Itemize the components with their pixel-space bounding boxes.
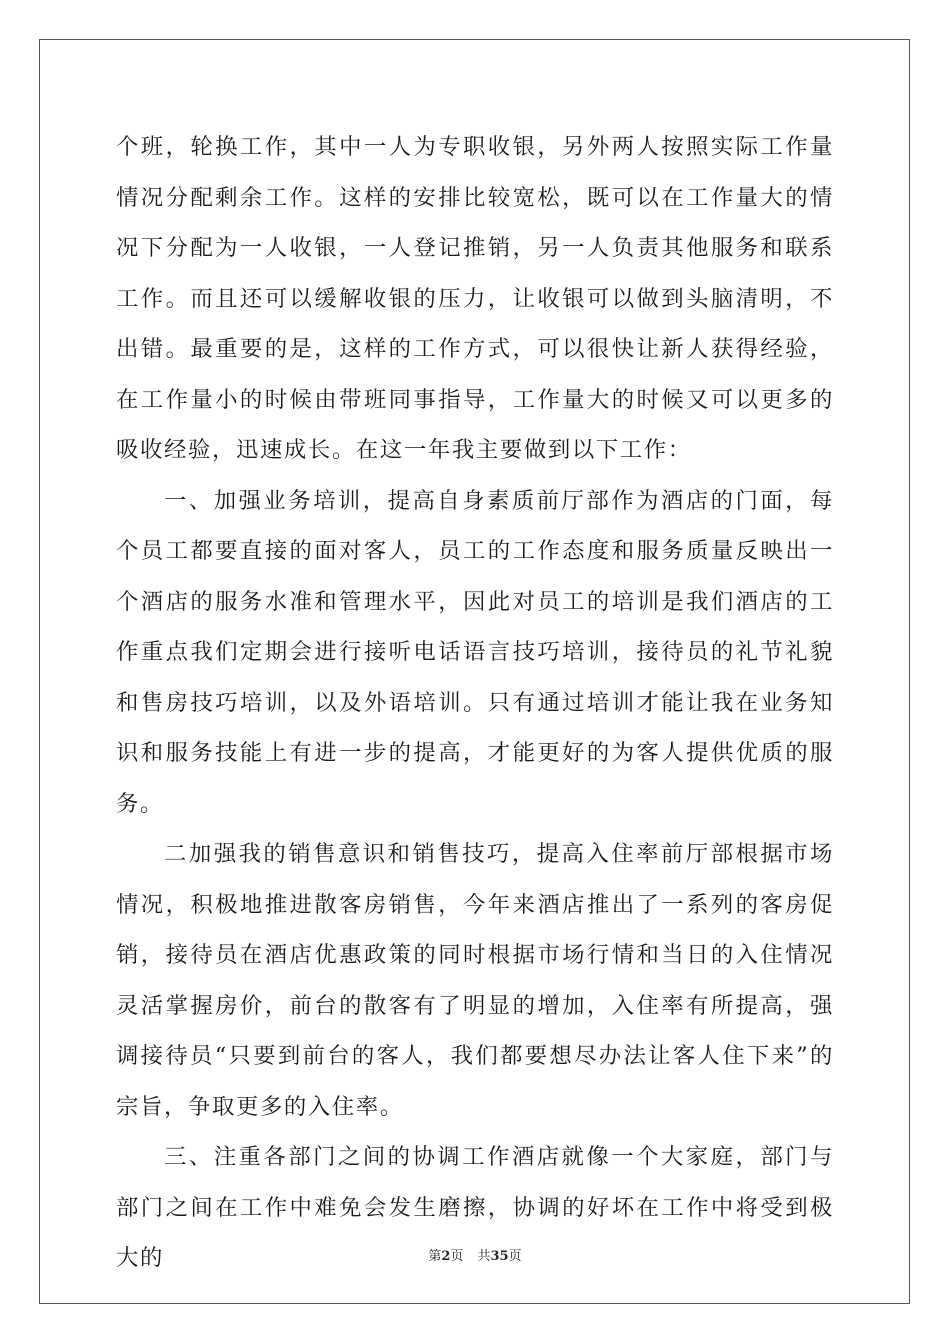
page-footer: [0, 1245, 950, 1264]
total-prefix: 共: [477, 1249, 491, 1264]
paragraph: 个班，轮换工作，其中一人为专职收银，另外两人按照实际工作量情况分配剩余工作。这样的安排比较宽松，既可以在工作量大的情况下分配为一人收银，一人登记推销，另一人负责其他服务和联系工作。而且还可以缓解收银的压力，让收银可以做到头脑清明，不出错。最重要的是，这样的工作方式，可以很快让新人获得经验，在工作量小的时候由带班同事指导，工作量大的时候又可以更多的吸收经验，迅速成长。在这一年我主要做到以下工作：: [116, 134, 834, 463]
total-suffix: 页: [508, 1249, 522, 1264]
paragraph: 三、注重各部门之间的协调工作酒店就像一个大家庭，部门与部门之间在工作中难免会发生磨擦，协调的好坏在工作中将受到极大的: [116, 1144, 834, 1271]
paragraph: 二加强我的销售意识和销售技巧，提高入住率前厅部根据市场情况，积极地推进散客房销售，今年来酒店推出了一系列的客房促销，接待员在酒店优惠政策的同时根据市场行情和当日的入住情况灵活掌握房价，前台的散客有了明显的增加，入住率有所提高，强调接待员“只要到前台的客人，我们都要想尽办法让客人住下来”的宗旨，争取更多的入住率。: [116, 841, 834, 1120]
document-body: [116, 122, 834, 1284]
page-prefix: 第: [428, 1249, 442, 1264]
page-number: 2: [441, 1249, 451, 1264]
total-pages: 35: [490, 1249, 509, 1264]
paragraph: 一、加强业务培训，提高自身素质前厅部作为酒店的门面，每个员工都要直接的面对客人，员工的工作态度和服务质量反映出一个酒店的服务水准和管理水平，因此对员工的培训是我们酒店的工作重点我们定期会进行接听电话语言技巧培训，接待员的礼节礼貌和售房技巧培训，以及外语培训。只有通过培训才能让我在业务知识和服务技能上有进一步的提高，才能更好的为客人提供优质的服务。: [116, 487, 834, 817]
page-suffix: 页: [450, 1249, 464, 1264]
